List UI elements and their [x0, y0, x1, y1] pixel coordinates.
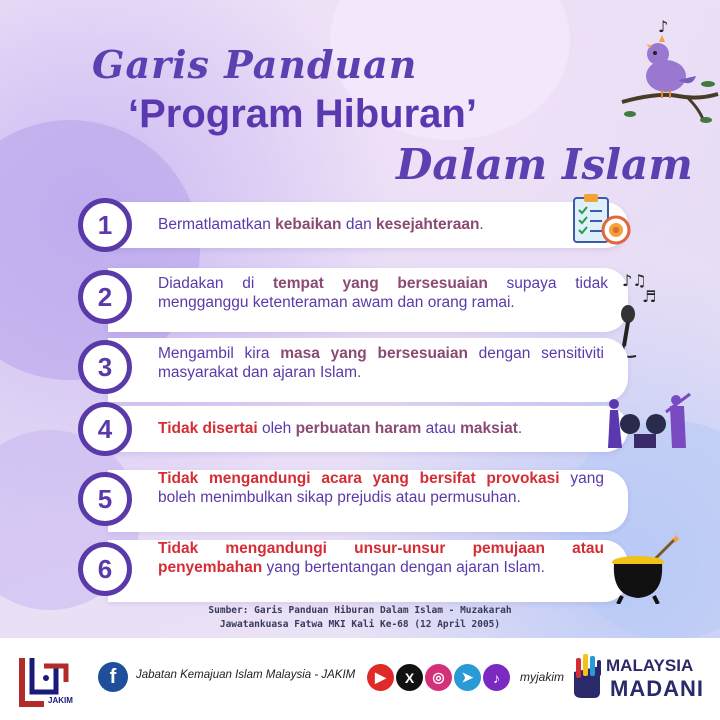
emphasis-text: kebaikan: [275, 216, 342, 233]
band-silhouette-icon: [600, 390, 692, 452]
guideline-text: [158, 344, 604, 382]
number-badge: 4: [78, 402, 132, 456]
emphasis-text: masa yang bersesuaian: [280, 345, 468, 362]
facebook-page-label[interactable]: Jabatan Kemajuan Islam Malaysia - JAKIM: [136, 669, 356, 681]
body-text: .: [517, 420, 523, 437]
cauldron-icon: [608, 532, 692, 604]
svg-text:♪♫: ♪♫: [622, 271, 647, 290]
number-badge: 1: [78, 198, 132, 252]
social-handle[interactable]: myjakim: [520, 670, 564, 684]
emphasis-text: kesejahteraan: [376, 216, 480, 233]
guideline-row-5: [78, 466, 638, 524]
body-text: Mengambil kira: [158, 345, 281, 362]
warning-text: Tidak mengandungi acara yang bersifat provokasi: [158, 470, 560, 487]
warning-text: Tidak disertai: [158, 420, 258, 437]
guideline-text: [158, 419, 608, 438]
svg-text:♪: ♪: [658, 18, 669, 36]
guideline-row-1: [78, 198, 638, 256]
clipboard-target-icon: [570, 192, 632, 248]
svg-text:♬: ♬: [642, 287, 657, 306]
emphasis-text: maksiat: [460, 420, 518, 437]
number-badge: 5: [78, 472, 132, 526]
body-text: Diadakan di: [158, 275, 273, 292]
body-text: dengan sensitiviti masyarakat dan ajaran Islam.: [158, 345, 605, 381]
body-text: .: [479, 216, 484, 233]
source-line-2: Jawatankuasa Fatwa MKI Kali Ke-68 (12 April 2005): [219, 619, 501, 630]
body-text: Bermatlamatkan: [158, 216, 276, 233]
guideline-row-3: [78, 334, 638, 392]
guideline-row-6: [78, 536, 638, 594]
body-text: supaya tidak mengganggu ketenteraman awam dan orang ramai.: [158, 275, 608, 311]
title-line-1: Garis Panduan: [92, 42, 418, 87]
telegram-icon[interactable]: ➤: [454, 664, 481, 691]
number-badge: 6: [78, 542, 132, 596]
body-text: oleh: [257, 420, 296, 437]
source-line-1: Sumber: Garis Panduan Hiburan Dalam Islam - Muzakarah: [208, 605, 512, 616]
guideline-row-4: [78, 402, 638, 460]
body-text: dan: [341, 216, 377, 233]
tiktok-icon[interactable]: ♪: [483, 664, 510, 691]
madani-line-1: MALAYSIA: [606, 656, 694, 675]
title-line-2: ‘Program Hiburan’: [128, 92, 477, 136]
jakim-logo-text: JAKIM: [48, 696, 73, 705]
source-citation: [0, 604, 720, 632]
number-badge: 3: [78, 340, 132, 394]
emphasis-text: tempat yang bersesuaian: [272, 275, 488, 292]
body-text: atau: [421, 420, 461, 437]
guideline-text: [158, 215, 618, 234]
x-icon[interactable]: X: [396, 664, 423, 691]
svg-text:✦: ✦: [670, 532, 682, 548]
youtube-icon[interactable]: ▶: [367, 664, 394, 691]
warning-text: Tidak mengandungi unsur-unsur pemujaan atau penyembahan: [158, 540, 604, 576]
emphasis-text: perbuatan haram: [295, 420, 422, 437]
number-badge: 2: [78, 270, 132, 324]
body-text: yang boleh menimbulkan sikap prejudis atau permusuhan.: [158, 470, 604, 506]
madani-hand-logo: [570, 652, 604, 700]
title-line-3: Dalam Islam: [396, 140, 693, 189]
guideline-row-2: [78, 264, 638, 322]
guideline-text: [158, 539, 604, 577]
guideline-text: [158, 469, 604, 507]
instagram-icon[interactable]: ◎: [425, 664, 452, 691]
facebook-icon[interactable]: f: [98, 662, 128, 692]
bird-on-branch-icon: [618, 18, 720, 126]
madani-line-2: MADANI: [610, 676, 704, 701]
body-text: yang bertentangan dengan ajaran Islam.: [262, 559, 545, 576]
guideline-text: [158, 274, 608, 312]
